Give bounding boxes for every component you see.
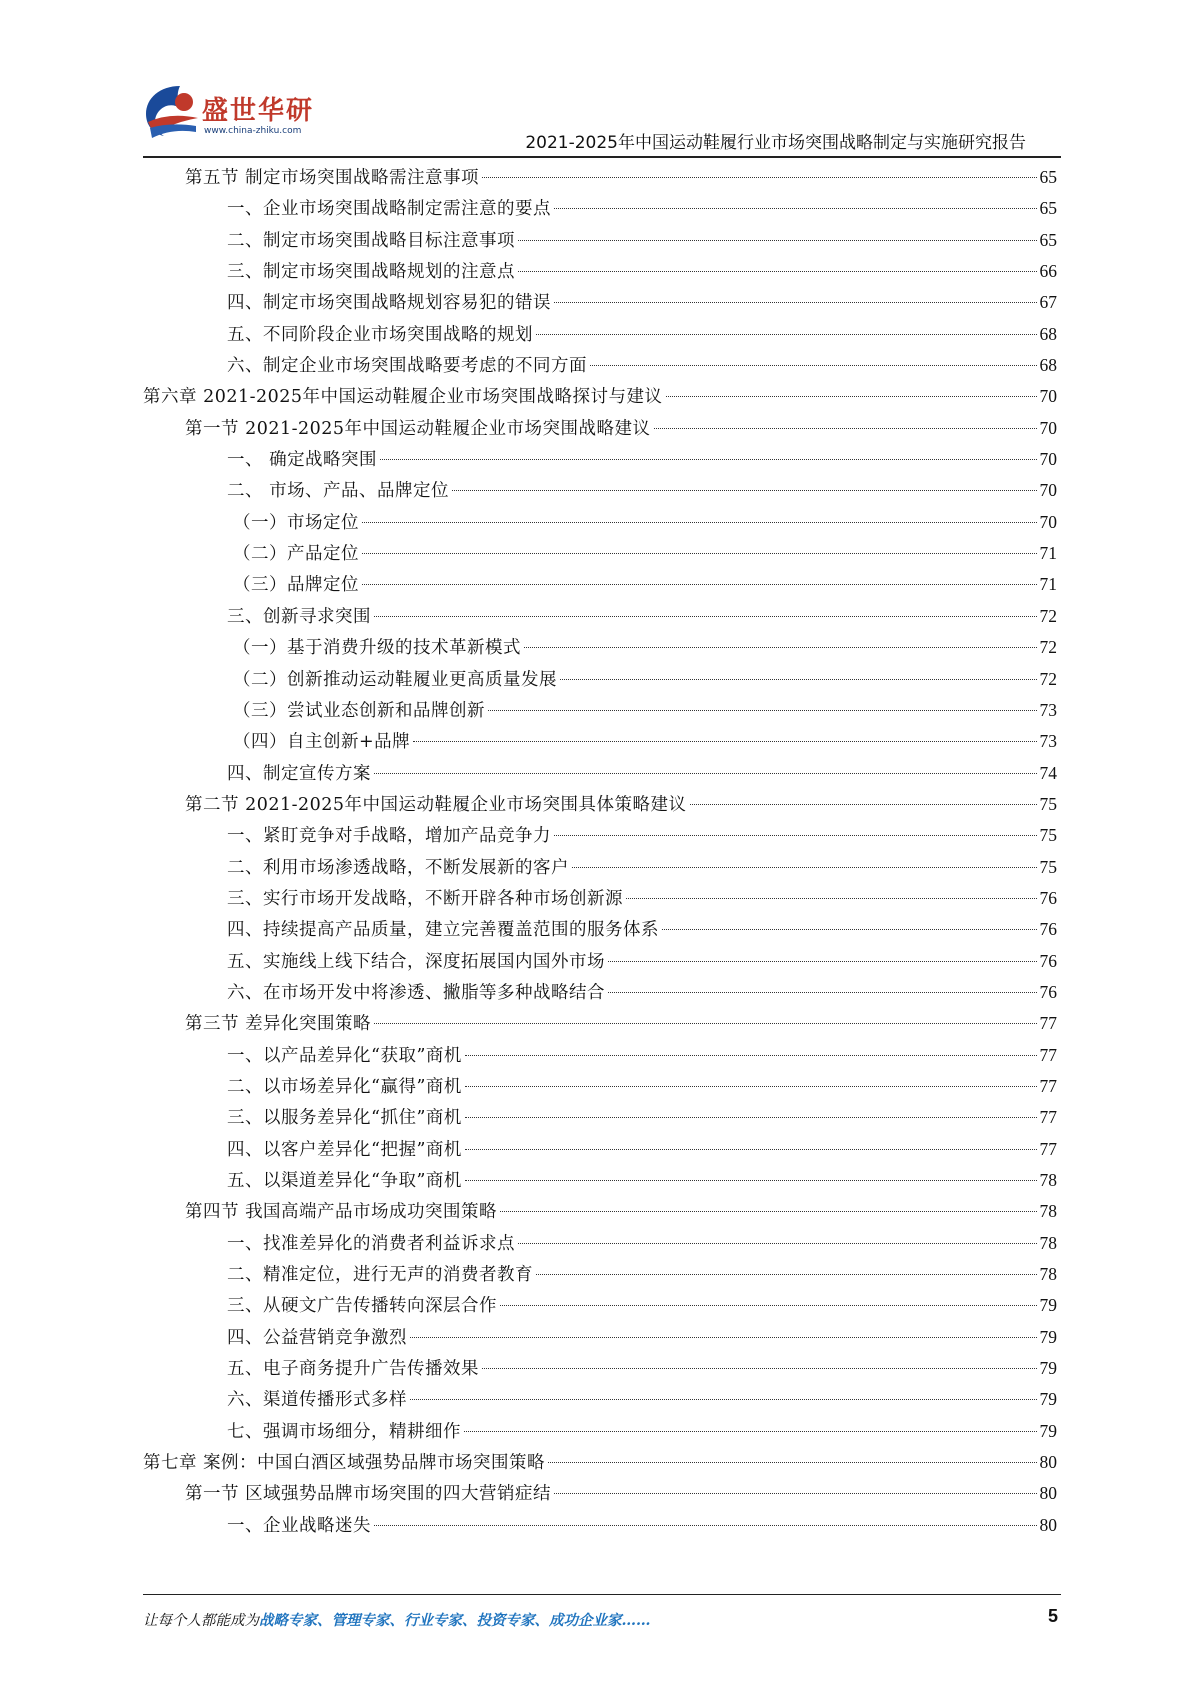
toc-entry[interactable]	[143, 1384, 1057, 1415]
toc-entry-page: 78	[1039, 1170, 1057, 1190]
toc-entry-page: 72	[1039, 605, 1057, 626]
toc-dot-leader	[500, 1211, 1036, 1212]
toc-entry[interactable]	[143, 287, 1057, 318]
toc-entry[interactable]	[143, 1290, 1057, 1321]
toc-entry[interactable]	[143, 1416, 1057, 1447]
toc-entry-page: 76	[1039, 981, 1057, 1002]
toc-entry[interactable]	[143, 1040, 1057, 1071]
toc-dot-leader	[608, 992, 1037, 993]
toc-entry-title: 五、以渠道差异化“争取”商机	[227, 1171, 462, 1191]
toc-entry[interactable]	[143, 977, 1057, 1008]
toc-entry-title: 四、持续提高产品质量，建立完善覆盖范围的服务体系	[227, 920, 659, 941]
toc-entry[interactable]	[143, 946, 1057, 977]
toc-entry-title: 五、不同阶段企业市场突围战略的规划	[227, 324, 533, 345]
toc-entry-title: 第二节 2021-2025年中国运动鞋履企业市场突围具体策略建议	[185, 794, 687, 815]
toc-dot-leader	[465, 1117, 1037, 1118]
toc-entry[interactable]	[143, 162, 1057, 193]
toc-dot-leader	[554, 1493, 1036, 1494]
toc-entry-page: 76	[1039, 950, 1057, 971]
header-divider	[143, 156, 1061, 158]
toc-entry-page: 70	[1039, 511, 1057, 532]
toc-entry-title: 四、以客户差异化“把握”商机	[227, 1139, 462, 1160]
toc-dot-leader	[380, 459, 1036, 460]
report-title: 2021-2025年中国运动鞋履行业市场突围战略制定与实施研究报告	[525, 133, 1026, 153]
toc-entry-page: 71	[1039, 543, 1057, 564]
toc-dot-leader	[536, 334, 1037, 335]
toc-dot-leader	[374, 1525, 1037, 1526]
toc-dot-leader	[374, 773, 1037, 774]
toc-entry[interactable]	[143, 1478, 1057, 1509]
toc-dot-leader	[572, 867, 1037, 868]
toc-entry-page: 73	[1039, 699, 1057, 720]
toc-dot-leader	[413, 741, 1036, 742]
toc-entry-title: （三）品牌定位	[233, 575, 359, 596]
toc-entry[interactable]	[143, 1196, 1057, 1227]
toc-entry[interactable]	[143, 319, 1057, 350]
toc-entry-title: （一）市场定位	[233, 512, 359, 533]
slogan-highlight: 战略专家、管理专家、行业专家、投资专家、成功企业家……	[259, 1612, 651, 1629]
toc-entry[interactable]	[143, 1071, 1057, 1102]
toc-dot-leader	[464, 1431, 1037, 1432]
toc-entry[interactable]	[143, 1447, 1057, 1478]
toc-dot-leader	[524, 647, 1037, 648]
toc-entry-page: 75	[1039, 793, 1057, 814]
toc-entry-page: 79	[1039, 1295, 1057, 1316]
toc-entry-page: 75	[1039, 825, 1057, 846]
toc-entry[interactable]	[143, 1510, 1057, 1541]
logo-url: www.china-zhiku.com	[204, 126, 302, 136]
toc-entry[interactable]	[143, 758, 1057, 789]
toc-entry-title: 二、以市场差异化“赢得”商机	[227, 1076, 462, 1097]
toc-entry-page: 77	[1039, 1075, 1057, 1096]
logo-emblem-icon	[140, 82, 204, 144]
toc-dot-leader	[518, 1243, 1037, 1244]
toc-entry-page: 70	[1039, 417, 1057, 438]
toc-entry-title: 二、制定市场突围战略目标注意事项	[227, 230, 515, 251]
toc-entry[interactable]	[143, 789, 1057, 820]
toc-entry-title: 五、电子商务提升广告传播效果	[227, 1359, 479, 1380]
toc-dot-leader	[374, 616, 1037, 617]
toc-entry-title: 三、以服务差异化“抓住”商机	[227, 1108, 462, 1129]
toc-dot-leader	[536, 1274, 1037, 1275]
toc-dot-leader	[362, 522, 1037, 523]
toc-entry-page: 70	[1039, 480, 1057, 501]
toc-entry[interactable]	[143, 820, 1057, 851]
toc-entry[interactable]	[143, 413, 1057, 444]
toc-dot-leader	[465, 1086, 1037, 1087]
toc-dot-leader	[362, 553, 1037, 554]
toc-entry-page: 70	[1039, 386, 1057, 407]
toc-entry[interactable]	[143, 1259, 1057, 1290]
toc-entry[interactable]	[143, 1228, 1057, 1259]
toc-dot-leader	[608, 961, 1037, 962]
toc-dot-leader	[362, 584, 1037, 585]
toc-entry-title: 第三节 差异化突围策略	[185, 1014, 372, 1035]
toc-dot-leader	[554, 302, 1037, 303]
toc-entry-title: 四、公益营销竞争激烈	[227, 1327, 407, 1348]
logo-name: 盛世华研	[202, 96, 315, 126]
toc-entry-title: （三）尝试业态创新和品牌创新	[233, 700, 485, 721]
toc-entry[interactable]	[143, 1008, 1057, 1039]
toc-entry-page: 78	[1039, 1264, 1057, 1285]
toc-entry[interactable]	[143, 852, 1057, 883]
toc-entry-page: 70	[1039, 449, 1057, 470]
toc-entry-title: 二、 市场、产品、品牌定位	[227, 481, 450, 502]
toc-entry-page: 66	[1039, 261, 1057, 282]
slogan-prefix: 让每个人都能成为	[143, 1613, 259, 1629]
toc-dot-leader	[560, 679, 1037, 680]
toc-entry-title: 六、在市场开发中将渗透、撇脂等多种战略结合	[227, 982, 605, 1003]
toc-dot-leader	[590, 365, 1037, 366]
toc-entry[interactable]	[143, 193, 1057, 224]
toc-entry-page: 79	[1039, 1420, 1057, 1441]
toc-dot-leader	[548, 1462, 1036, 1463]
toc-entry-title: 一、紧盯竞争对手战略，增加产品竞争力	[227, 826, 551, 847]
toc-entry-title: 六、制定企业市场突围战略要考虑的不同方面	[227, 356, 587, 377]
toc-dot-leader	[452, 490, 1036, 491]
toc-entry-page: 68	[1039, 323, 1057, 344]
toc-entry-page: 76	[1039, 887, 1057, 908]
footer-divider	[143, 1594, 1061, 1595]
toc-entry-page: 73	[1039, 731, 1057, 752]
page-number: 5	[1047, 1606, 1058, 1626]
toc-entry[interactable]	[143, 695, 1057, 726]
toc-entry-page: 80	[1039, 1483, 1057, 1504]
toc-entry-title: 四、制定宣传方案	[227, 763, 371, 784]
footer-slogan	[143, 1609, 651, 1630]
toc-entry-title: 第一节 区域强势品牌市场突围的四大营销症结	[185, 1484, 552, 1505]
toc-entry-title: 三、创新寻求突围	[227, 606, 371, 627]
toc-entry[interactable]	[143, 569, 1057, 600]
toc-entry-title: 二、利用市场渗透战略，不断发展新的客户	[227, 857, 569, 878]
toc-entry[interactable]	[143, 1322, 1057, 1353]
company-logo	[140, 82, 330, 150]
toc-entry-title: 五、实施线上线下结合，深度拓展国内国外市场	[227, 951, 605, 972]
toc-dot-leader	[626, 898, 1037, 899]
toc-entry-page: 72	[1039, 637, 1057, 658]
toc-dot-leader	[465, 1149, 1037, 1150]
page-header	[0, 0, 1191, 160]
toc-dot-leader	[465, 1180, 1037, 1181]
toc-dot-leader	[488, 710, 1037, 711]
toc-entry-page: 65	[1039, 229, 1057, 250]
toc-entry[interactable]	[143, 726, 1057, 757]
toc-entry-page: 67	[1039, 292, 1057, 313]
toc-entry[interactable]	[143, 1353, 1057, 1384]
toc-entry-page: 75	[1039, 856, 1057, 877]
toc-entry[interactable]	[143, 883, 1057, 914]
toc-dot-leader	[654, 428, 1037, 429]
toc-entry-title: 一、企业市场突围战略制定需注意的要点	[227, 199, 551, 220]
toc-entry[interactable]	[143, 256, 1057, 287]
toc-entry-page: 65	[1039, 198, 1057, 219]
toc-entry[interactable]	[143, 632, 1057, 663]
toc-dot-leader	[690, 804, 1037, 805]
toc-entry-title: 一、企业战略迷失	[227, 1515, 371, 1536]
toc-entry[interactable]	[143, 444, 1057, 475]
toc-entry-title: （二）创新推动运动鞋履业更高质量发展	[233, 669, 557, 690]
toc-entry[interactable]	[143, 381, 1057, 412]
toc-entry-page: 79	[1039, 1358, 1057, 1379]
toc-entry-title: 四、制定市场突围战略规划容易犯的错误	[227, 293, 551, 314]
toc-dot-leader	[500, 1305, 1037, 1306]
toc-entry-page: 77	[1039, 1138, 1057, 1159]
toc-entry[interactable]	[143, 225, 1057, 256]
toc-entry-title: 第四节 我国高端产品市场成功突围策略	[185, 1202, 498, 1223]
toc-dot-leader	[666, 396, 1037, 397]
toc-entry-title: 三、从硬文广告传播转向深层合作	[227, 1296, 497, 1317]
toc-entry[interactable]	[143, 350, 1057, 381]
toc-entry-page: 77	[1039, 1013, 1057, 1034]
toc-entry[interactable]	[143, 1102, 1057, 1133]
toc-entry-title: 第六章 2021-2025年中国运动鞋履企业市场突围战略探讨与建议	[143, 387, 663, 408]
toc-entry[interactable]	[143, 601, 1057, 632]
toc-dot-leader	[554, 835, 1037, 836]
toc-entry-title: 第七章 案例：中国白酒区域强势品牌市场突围策略	[143, 1453, 546, 1474]
toc-entry[interactable]	[143, 1165, 1057, 1196]
toc-entry[interactable]	[143, 507, 1057, 538]
toc-entry[interactable]	[143, 1134, 1057, 1165]
toc-entry-page: 71	[1039, 574, 1057, 595]
toc-entry-page: 74	[1039, 762, 1057, 783]
toc-dot-leader	[518, 271, 1037, 272]
toc-entry-title: 第五节 制定市场突围战略需注意事项	[185, 168, 480, 188]
toc-entry-title: 三、制定市场突围战略规划的注意点	[227, 262, 515, 283]
toc-entry-page: 77	[1039, 1107, 1057, 1128]
toc-dot-leader	[482, 177, 1036, 178]
table-of-contents	[143, 162, 1057, 1541]
toc-entry-page: 79	[1039, 1326, 1057, 1347]
toc-dot-leader	[410, 1399, 1037, 1400]
toc-entry-title: 三、实行市场开发战略，不断开辟各种市场创新源	[227, 888, 623, 909]
toc-entry[interactable]	[143, 475, 1057, 506]
toc-entry-page: 78	[1039, 1201, 1057, 1222]
toc-entry[interactable]	[143, 664, 1057, 695]
toc-entry-page: 79	[1039, 1389, 1057, 1410]
toc-entry-title: 六、渠道传播形式多样	[227, 1390, 407, 1411]
toc-dot-leader	[482, 1368, 1037, 1369]
toc-entry-title: 一、 确定战略突围	[227, 450, 378, 471]
toc-entry-page: 68	[1039, 355, 1057, 376]
toc-entry-title: 二、精准定位，进行无声的消费者教育	[227, 1265, 533, 1286]
toc-entry-title: 第一节 2021-2025年中国运动鞋履企业市场突围战略建议	[185, 418, 651, 439]
toc-entry[interactable]	[143, 538, 1057, 569]
toc-dot-leader	[465, 1055, 1037, 1056]
toc-entry-title: （二）产品定位	[233, 544, 359, 565]
toc-entry-page: 76	[1039, 919, 1057, 940]
toc-entry-page: 77	[1039, 1044, 1057, 1065]
toc-entry-page: 78	[1039, 1232, 1057, 1253]
toc-entry-page: 72	[1039, 668, 1057, 689]
toc-entry-page: 80	[1039, 1452, 1057, 1473]
toc-entry-title: （一）基于消费升级的技术革新模式	[233, 638, 521, 659]
toc-entry-title: （四）自主创新+品牌	[233, 732, 411, 753]
toc-dot-leader	[374, 1023, 1036, 1024]
toc-dot-leader	[662, 929, 1037, 930]
toc-dot-leader	[518, 240, 1037, 241]
toc-entry-title: 一、以产品差异化“获取”商机	[227, 1045, 462, 1066]
toc-entry-title: 七、强调市场细分，精耕细作	[227, 1421, 461, 1442]
toc-entry-page: 80	[1039, 1514, 1057, 1535]
toc-entry-page: 65	[1039, 167, 1057, 187]
toc-entry-title: 一、找准差异化的消费者利益诉求点	[227, 1233, 515, 1254]
toc-entry[interactable]	[143, 914, 1057, 945]
toc-dot-leader	[410, 1337, 1037, 1338]
toc-dot-leader	[554, 208, 1037, 209]
